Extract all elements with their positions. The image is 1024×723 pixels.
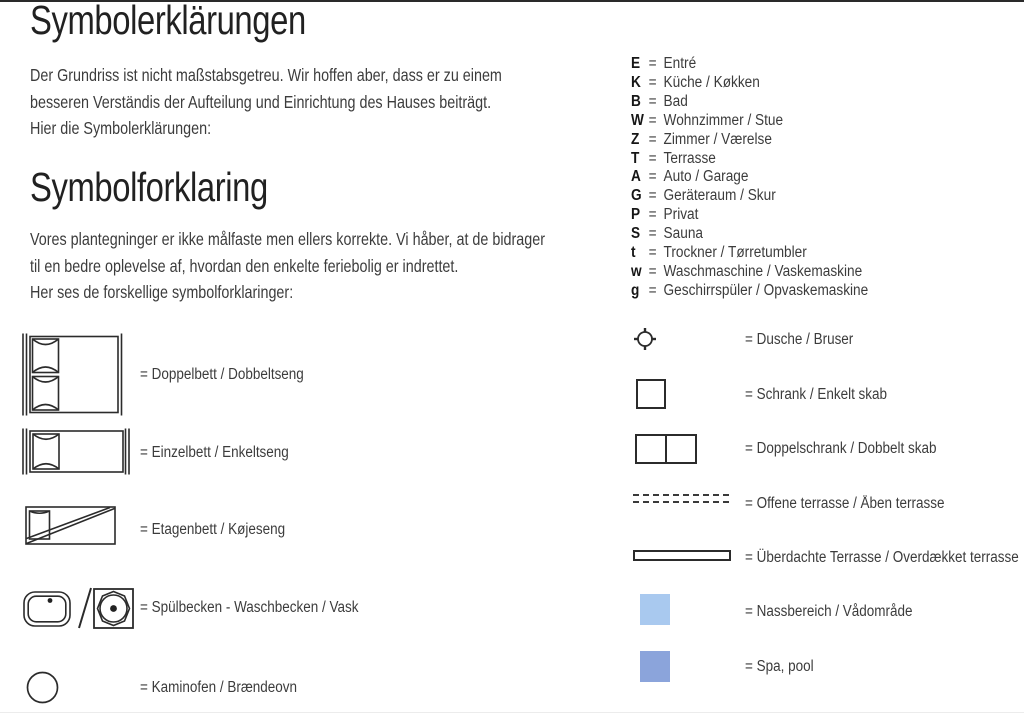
covered-terrace-label: = Überdachte Terrasse / Overdækket terrasse (745, 549, 1019, 566)
washbasin-icon (93, 588, 134, 629)
intro-de-line-1: Der Grundriss ist nicht maßstabsgetreu. Wir hoffen aber, dass er zu einem (30, 65, 502, 85)
legend-row (631, 55, 868, 74)
shower-label: = Dusche / Bruser (745, 331, 854, 348)
legend-label: Geschirrspüler / Opvaskemaskine (663, 281, 869, 299)
page-bottom-edge (0, 712, 1024, 713)
legend-row (631, 149, 868, 168)
sink-washbasin-icon (20, 583, 138, 631)
equals-sign: = (648, 55, 657, 73)
equals-sign: = (648, 187, 657, 205)
intro-de-line-2: besseren Verständis der Aufteilung und Einrichtung des Hauses beiträgt. (30, 91, 492, 112)
legend-row (631, 93, 868, 112)
dashed-line (633, 501, 729, 503)
single-bed-icon (21, 428, 131, 475)
open-terrace-label: = Offene terrasse / Åben terrasse (745, 495, 945, 512)
bunk-bed-icon (25, 506, 116, 545)
wet-area-label: = Nassbereich / Vådområde (745, 603, 913, 620)
intro-da-line-2: til en bedre oplevelse af, hvordan den enkelte feriebolig er indrettet. (30, 255, 459, 276)
legend-label: Küche / Køkken (663, 74, 760, 92)
kitchen-sink-icon (23, 591, 71, 627)
legend-letter: w (631, 262, 642, 280)
equals-sign: = (648, 243, 657, 261)
sink-washbasin-label: = Spülbecken - Waschbecken / Vask (140, 599, 359, 616)
wardrobe-cell (637, 436, 667, 462)
legend-row (631, 168, 868, 187)
legend-letter: Z (631, 130, 640, 148)
dashed-line (633, 494, 729, 496)
equals-sign: = (648, 149, 657, 167)
page-title-danish: Symbolforklaring (30, 164, 268, 210)
legend-label: Bad (663, 93, 688, 111)
legend-label: Entré (663, 55, 697, 73)
legend-label: Trockner / Tørretumbler (663, 243, 807, 261)
wood-stove-icon (26, 671, 59, 704)
equals-sign: = (648, 130, 657, 148)
equals-sign: = (648, 206, 657, 224)
legend-letter: T (631, 149, 640, 167)
legend-row (631, 243, 868, 262)
legend-letter: P (631, 206, 641, 224)
equals-sign: = (648, 74, 657, 92)
legend-row (631, 281, 868, 300)
legend-label: Auto / Garage (663, 168, 749, 186)
legend-row (631, 112, 868, 131)
equals-sign: = (648, 111, 657, 129)
legend-label: Privat (663, 206, 699, 224)
legend-row (631, 130, 868, 149)
intro-da-line-1: Vores plantegninger er ikke målfaste men ellers korrekte. Vi håber, at de bidrager (30, 229, 546, 249)
open-terrace-icon (633, 494, 729, 503)
double-wardrobe-icon (635, 434, 697, 464)
legend-row (631, 74, 868, 93)
spa-pool-swatch (640, 651, 670, 682)
legend-label: Zimmer / Værelse (663, 130, 772, 148)
single-bed-label: = Einzelbett / Enkeltseng (140, 444, 289, 461)
legend-letter: A (631, 168, 641, 186)
intro-de-line-3: Hier die Symbolerklärungen: (30, 118, 212, 138)
legend-label: Terrasse (663, 149, 716, 167)
intro-paragraph-german (30, 62, 502, 142)
legend-letter: G (631, 187, 642, 205)
spa-pool-label: = Spa, pool (745, 658, 814, 675)
legend-letter: g (631, 281, 640, 299)
equals-sign: = (648, 225, 657, 243)
legend-letter: E (631, 55, 641, 73)
double-wardrobe-label: = Doppelschrank / Dobbelt skab (745, 440, 937, 457)
covered-terrace-icon (633, 550, 731, 561)
legend-letter: B (631, 93, 641, 111)
legend-letter: W (631, 111, 644, 129)
legend-label: Geräteraum / Skur (663, 187, 776, 205)
slash-separator (76, 586, 94, 630)
wet-area-swatch (640, 594, 670, 625)
legend-letter: S (631, 225, 641, 243)
legend-letter: K (631, 74, 641, 92)
legend-row (631, 225, 868, 244)
legend-row (631, 262, 868, 281)
room-letter-legend (631, 55, 868, 300)
wood-stove-label: = Kaminofen / Brændeovn (140, 679, 298, 696)
double-bed-label: = Doppelbett / Dobbeltseng (140, 366, 304, 383)
equals-sign: = (648, 168, 657, 186)
shower-icon (632, 326, 658, 352)
page-title-german: Symbolerklärungen (30, 0, 306, 43)
equals-sign: = (648, 262, 657, 280)
single-wardrobe-icon (636, 379, 666, 409)
intro-paragraph-danish (30, 226, 545, 306)
legend-label: Sauna (663, 225, 704, 243)
single-wardrobe-label: = Schrank / Enkelt skab (745, 386, 888, 403)
legend-row (631, 206, 868, 225)
wardrobe-cell (667, 436, 695, 462)
equals-sign: = (648, 93, 657, 111)
legend-label: Wohnzimmer / Stue (663, 111, 784, 129)
legend-row (631, 187, 868, 206)
equals-sign: = (648, 281, 657, 299)
bunk-bed-label: = Etagenbett / Køjeseng (140, 521, 286, 538)
intro-da-line-3: Her ses de forskellige symbolforklaringer: (30, 282, 294, 302)
legend-label: Waschmaschine / Vaskemaskine (663, 262, 863, 280)
double-bed-icon (21, 333, 127, 416)
legend-letter: t (631, 243, 636, 261)
